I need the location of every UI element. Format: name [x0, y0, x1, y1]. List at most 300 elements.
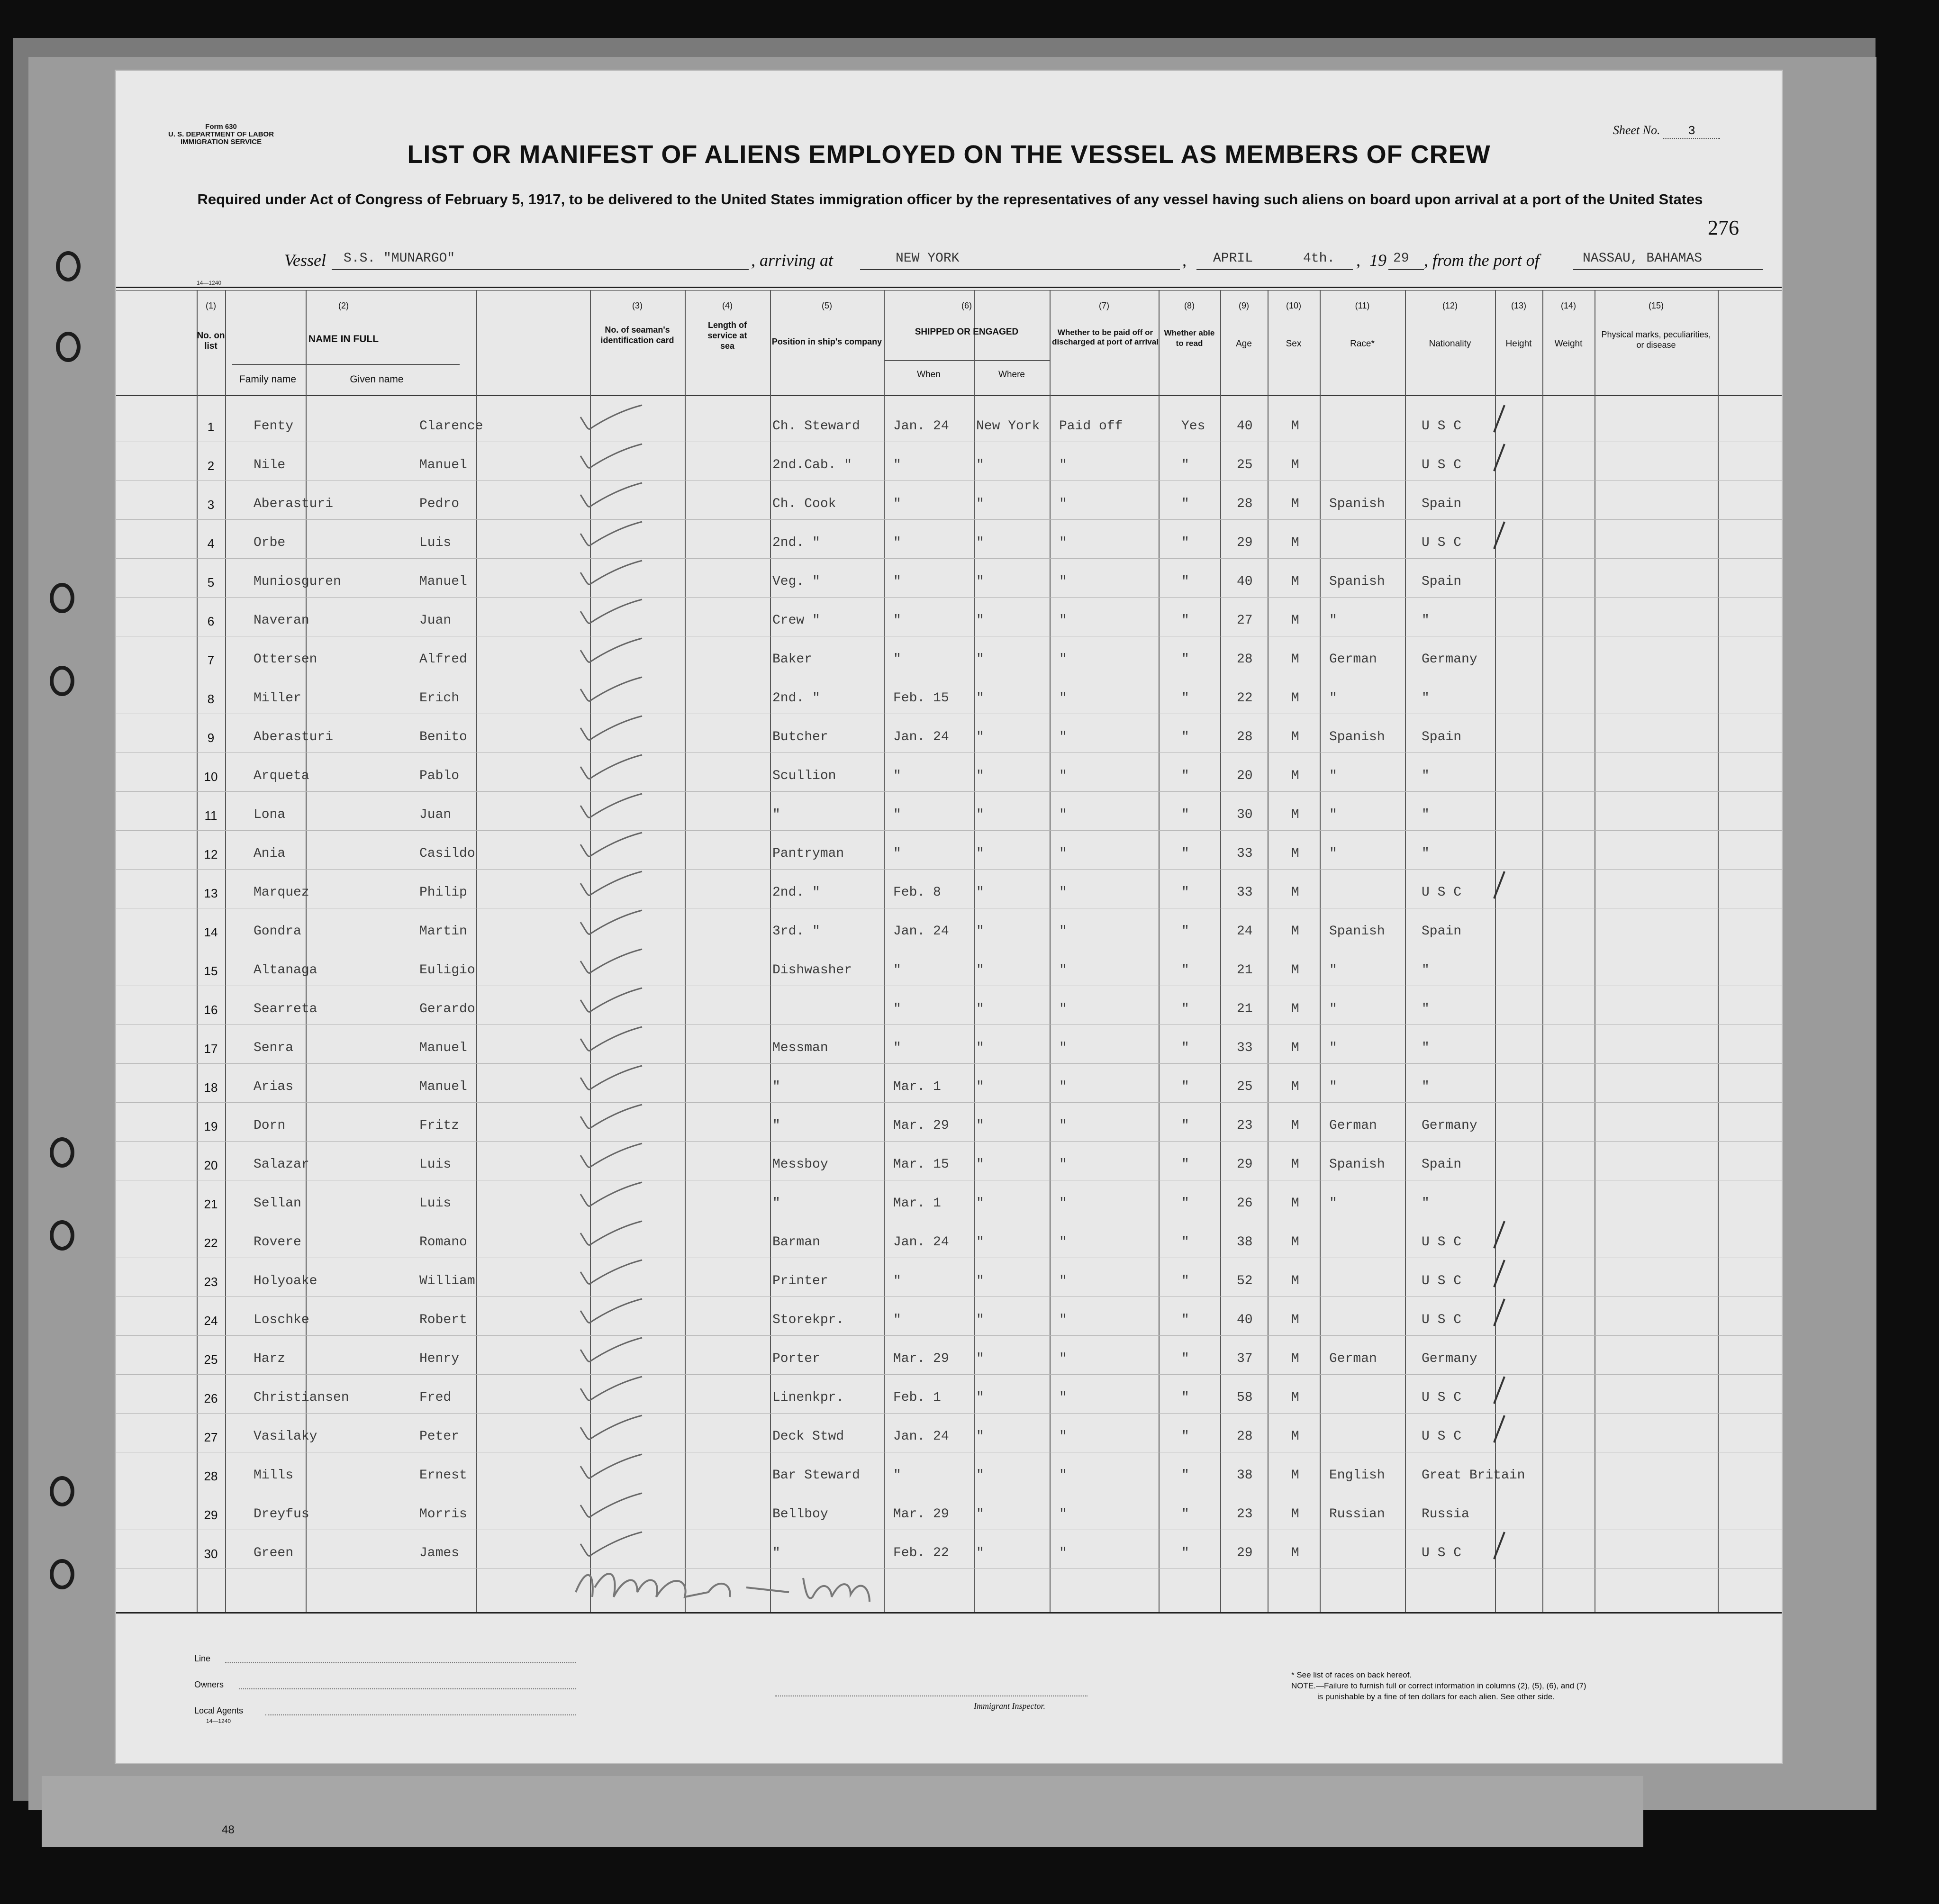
sex-cell: M — [1291, 497, 1299, 511]
sex-cell: M — [1291, 1002, 1299, 1016]
row-rule — [116, 1335, 1782, 1336]
race-cell: Spanish — [1329, 1157, 1385, 1172]
sex-cell: M — [1291, 652, 1299, 667]
family-name-cell: Ottersen — [254, 652, 317, 667]
given-name-cell: Luis — [419, 535, 452, 550]
sex-cell: M — [1291, 885, 1299, 900]
row-rule — [116, 597, 1782, 598]
family-name-cell: Nile — [254, 458, 286, 472]
paid-off-cell: " — [1059, 1157, 1067, 1172]
row-number: 29 — [204, 1508, 218, 1522]
col12-number: (12) — [1442, 301, 1458, 310]
shipped-where-cell: " — [976, 1313, 984, 1327]
shipped-when-cell: " — [893, 613, 901, 628]
row-rule — [116, 558, 1782, 559]
row-number: 18 — [204, 1080, 218, 1095]
vessel-label: Vessel — [284, 251, 326, 270]
page-subtitle: Required under Act of Congress of February 5, 1917, to be delivered to the United States immigration officer by the representatives of any vessel having such aliens on board upon arrival at a port of the United States — [197, 191, 1703, 208]
check-mark — [571, 869, 647, 902]
line-blank — [225, 1662, 576, 1663]
check-mark — [571, 1102, 647, 1135]
check-mark — [571, 1530, 647, 1563]
col3-header: No. of seaman's identification card — [600, 325, 674, 345]
able-to-read-cell: " — [1181, 535, 1189, 550]
form-code: 14—1240 — [197, 280, 222, 286]
column-divider — [197, 290, 198, 1612]
nationality-cell: Spain — [1422, 730, 1462, 744]
paid-off-cell: " — [1059, 613, 1067, 628]
shipped-where-cell: " — [976, 1429, 984, 1444]
check-mark — [571, 947, 647, 980]
able-to-read-cell: " — [1181, 730, 1189, 744]
shipped-where-cell: " — [976, 1468, 984, 1483]
check-mark — [571, 1063, 647, 1097]
shipped-where-cell: " — [976, 458, 984, 472]
shipped-when-cell: Feb. 8 — [893, 885, 941, 900]
position-cell: Linenkpr. — [772, 1390, 844, 1405]
shipped-where-cell: " — [976, 963, 984, 978]
able-to-read-cell: " — [1181, 691, 1189, 706]
owners-blank — [239, 1688, 576, 1689]
race-cell: Spanish — [1329, 924, 1385, 939]
from-port-underline — [1573, 269, 1763, 270]
age-cell: 28 — [1237, 730, 1253, 744]
check-mark — [571, 1413, 647, 1446]
sex-cell: M — [1291, 1196, 1299, 1211]
shipped-when-cell: Mar. 1 — [893, 1079, 941, 1094]
sex-cell: M — [1291, 1041, 1299, 1055]
family-name-cell: Vasilaky — [254, 1429, 317, 1444]
age-cell: 28 — [1237, 1429, 1253, 1444]
check-mark — [571, 791, 647, 825]
paid-off-cell: " — [1059, 1079, 1067, 1094]
col11-number: (11) — [1355, 301, 1370, 310]
shipped-when-cell: " — [893, 458, 901, 472]
shipped-when-cell: Jan. 24 — [893, 1429, 949, 1444]
family-name-cell: Aberasturi — [254, 730, 334, 744]
shipped-when-cell: " — [893, 846, 901, 861]
col4-number: (4) — [722, 301, 733, 310]
shipped-where-cell: " — [976, 1118, 984, 1133]
given-name-cell: Benito — [419, 730, 467, 744]
age-cell: 25 — [1237, 458, 1253, 472]
shipped-where-cell: " — [976, 846, 984, 861]
sex-cell: M — [1291, 613, 1299, 628]
column-divider — [1159, 290, 1160, 1612]
col9-number: (9) — [1239, 301, 1249, 310]
position-cell: 2nd. " — [772, 885, 820, 900]
paid-off-cell: " — [1059, 769, 1067, 783]
col8-header: Whether able to read — [1164, 328, 1215, 348]
able-to-read-cell: " — [1181, 1274, 1189, 1288]
nationality-cell: Spain — [1422, 574, 1462, 589]
able-to-read-cell: " — [1181, 458, 1189, 472]
nationality-cell: " — [1422, 807, 1430, 822]
races-note: * See list of races on back hereof. — [1291, 1670, 1412, 1679]
sex-cell: M — [1291, 535, 1299, 550]
row-number: 11 — [204, 808, 217, 823]
check-mark — [571, 519, 647, 553]
age-cell: 38 — [1237, 1235, 1253, 1250]
nationality-cell: " — [1422, 613, 1430, 628]
sheet-number-label: Sheet No. — [1613, 123, 1660, 137]
row-number: 5 — [207, 575, 215, 589]
column-divider — [476, 290, 477, 1612]
age-cell: 28 — [1237, 497, 1253, 511]
paid-off-cell: " — [1059, 963, 1067, 978]
family-name-cell: Harz — [254, 1351, 286, 1366]
nationality-cell: Great Britain — [1422, 1468, 1525, 1483]
sex-cell: M — [1291, 1468, 1299, 1483]
age-cell: 29 — [1237, 1157, 1253, 1172]
check-mark — [571, 1335, 647, 1369]
column-divider — [1268, 290, 1269, 1612]
shipped-where-cell: " — [976, 613, 984, 628]
given-name-cell: Alfred — [419, 652, 467, 667]
nationality-tick — [1490, 1297, 1509, 1330]
col5-number: (5) — [822, 301, 832, 310]
col12-header: Nationality — [1429, 339, 1471, 349]
position-cell: Storekpr. — [772, 1313, 844, 1327]
given-name-cell: Pedro — [419, 497, 460, 511]
check-mark — [571, 908, 647, 941]
family-name-cell: Dreyfus — [254, 1507, 309, 1522]
shipped-where-cell: " — [976, 574, 984, 589]
paid-off-cell: " — [1059, 1546, 1067, 1560]
nationality-cell: U S C — [1422, 458, 1462, 472]
year-prefix: 19 — [1369, 251, 1386, 270]
shipped-where-cell: " — [976, 1041, 984, 1055]
family-name-cell: Lona — [254, 807, 286, 822]
date-underline — [1196, 269, 1353, 270]
col6-subrule — [884, 360, 1050, 361]
able-to-read-cell: " — [1181, 1351, 1189, 1366]
paid-off-cell: " — [1059, 1002, 1067, 1016]
given-name-cell: Henry — [419, 1351, 460, 1366]
sex-cell: M — [1291, 419, 1299, 434]
family-name-cell: Loschke — [254, 1313, 309, 1327]
position-cell: Dishwasher — [772, 963, 852, 978]
from-port: NASSAU, BAHAMAS — [1583, 251, 1703, 266]
able-to-read-cell: " — [1181, 963, 1189, 978]
race-cell: " — [1329, 1041, 1337, 1055]
arriving-underline — [860, 269, 1180, 270]
family-name-cell: Searreta — [254, 1002, 317, 1016]
col10-header: Sex — [1286, 339, 1302, 349]
family-name-cell: Senra — [254, 1041, 294, 1055]
binder-ring — [50, 1476, 74, 1506]
family-name-cell: Arias — [254, 1079, 294, 1094]
sheet-number-field — [1613, 123, 1720, 139]
shipped-when-cell: " — [893, 574, 901, 589]
nationality-tick — [1490, 869, 1509, 902]
shipped-when-cell: Feb. 15 — [893, 691, 949, 706]
paid-off-cell: " — [1059, 885, 1067, 900]
paid-off-cell: " — [1059, 458, 1067, 472]
age-cell: 27 — [1237, 613, 1253, 628]
position-cell: Deck Stwd — [772, 1429, 844, 1444]
position-cell: " — [772, 1546, 780, 1560]
family-name-cell: Mills — [254, 1468, 294, 1483]
nationality-cell: " — [1422, 769, 1430, 783]
shipped-when-cell: " — [893, 652, 901, 667]
position-cell: Messboy — [772, 1157, 828, 1172]
given-name-cell: Luis — [419, 1196, 452, 1211]
row-number: 17 — [204, 1042, 218, 1056]
nationality-cell: Germany — [1422, 652, 1477, 667]
col13-number: (13) — [1511, 301, 1526, 310]
shipped-where-cell: " — [976, 807, 984, 822]
col2-subrule — [232, 364, 460, 365]
able-to-read-cell: " — [1181, 1390, 1189, 1405]
check-mark — [571, 558, 647, 591]
nationality-cell: " — [1422, 1002, 1430, 1016]
nationality-tick — [1490, 442, 1509, 475]
row-number: 28 — [204, 1469, 218, 1483]
page-title: LIST OR MANIFEST OF ALIENS EMPLOYED ON THE VESSEL AS MEMBERS OF CREW — [407, 140, 1491, 169]
shipped-when-cell: Feb. 22 — [893, 1546, 949, 1560]
check-mark — [571, 1141, 647, 1174]
family-name-cell: Holyoake — [254, 1274, 317, 1288]
row-number: 30 — [204, 1547, 218, 1561]
sex-cell: M — [1291, 1235, 1299, 1250]
shipped-where-cell: " — [976, 1196, 984, 1211]
col6-header: SHIPPED OR ENGAGED — [915, 327, 1019, 337]
family-name-cell: Christiansen — [254, 1390, 349, 1405]
able-to-read-cell: " — [1181, 1002, 1189, 1016]
shipped-when-cell: " — [893, 1468, 901, 1483]
inspector-label: Immigrant Inspector. — [974, 1701, 1045, 1711]
able-to-read-cell: " — [1181, 924, 1189, 939]
sex-cell: M — [1291, 1313, 1299, 1327]
sex-cell: M — [1291, 730, 1299, 744]
shipped-when-cell: " — [893, 1274, 901, 1288]
given-name-cell: Fred — [419, 1390, 452, 1405]
nationality-cell: U S C — [1422, 535, 1462, 550]
sex-cell: M — [1291, 1351, 1299, 1366]
sex-cell: M — [1291, 846, 1299, 861]
paid-off-cell: " — [1059, 1041, 1067, 1055]
shipped-when-cell: " — [893, 769, 901, 783]
col6-when-header: When — [917, 370, 941, 380]
check-mark — [571, 1258, 647, 1291]
paid-off-cell: " — [1059, 1313, 1067, 1327]
shipped-where-cell: " — [976, 691, 984, 706]
family-name-cell: Gondra — [254, 924, 301, 939]
family-name-cell: Miller — [254, 691, 301, 706]
age-cell: 37 — [1237, 1351, 1253, 1366]
col14-number: (14) — [1560, 301, 1576, 310]
check-mark — [571, 1025, 647, 1058]
family-name-cell: Altanaga — [254, 963, 317, 978]
shipped-when-cell: Mar. 1 — [893, 1196, 941, 1211]
binder-ring — [50, 1220, 74, 1251]
given-name-cell: Romano — [419, 1235, 467, 1250]
col1-number: (1) — [206, 301, 216, 310]
col13-header: Height — [1505, 339, 1532, 349]
row-number: 6 — [207, 614, 215, 628]
family-name-cell: Orbe — [254, 535, 286, 550]
position-cell: 3rd. " — [772, 924, 820, 939]
nationality-cell: Spain — [1422, 924, 1462, 939]
given-name-cell: Manuel — [419, 574, 467, 589]
family-name-cell: Fenty — [254, 419, 294, 434]
given-name-cell: Gerardo — [419, 1002, 475, 1016]
shipped-where-cell: " — [976, 1274, 984, 1288]
shipped-when-cell: Jan. 24 — [893, 419, 949, 434]
position-cell: Printer — [772, 1274, 828, 1288]
row-number: 12 — [204, 847, 218, 861]
sex-cell: M — [1291, 1079, 1299, 1094]
family-name-cell: Naveran — [254, 613, 309, 628]
table-header-rule — [116, 395, 1782, 396]
form-number: Form 630 — [205, 123, 237, 131]
year-underline — [1388, 269, 1424, 270]
age-cell: 23 — [1237, 1118, 1253, 1133]
paid-off-cell: " — [1059, 730, 1067, 744]
age-cell: 40 — [1237, 574, 1253, 589]
family-name-cell: Sellan — [254, 1196, 301, 1211]
sex-cell: M — [1291, 1390, 1299, 1405]
stack-stub-number: 48 — [222, 1823, 235, 1836]
age-cell: 20 — [1237, 769, 1253, 783]
paid-off-cell: " — [1059, 574, 1067, 589]
given-name-cell: Clarence — [419, 419, 483, 434]
race-cell: " — [1329, 846, 1337, 861]
able-to-read-cell: " — [1181, 1041, 1189, 1055]
sex-cell: M — [1291, 1157, 1299, 1172]
age-cell: 33 — [1237, 885, 1253, 900]
row-rule — [116, 1063, 1782, 1064]
col1-header: No. on list — [197, 331, 225, 351]
row-rule — [116, 1141, 1782, 1142]
vessel-name: S.S. "MUNARGO" — [344, 251, 455, 266]
able-to-read-cell: " — [1181, 807, 1189, 822]
shipped-when-cell: Mar. 29 — [893, 1118, 949, 1133]
col3-number: (3) — [632, 301, 643, 310]
shipped-where-cell: " — [976, 1351, 984, 1366]
race-cell: Spanish — [1329, 574, 1385, 589]
position-cell: Ch. Cook — [772, 497, 836, 511]
given-name-cell: Manuel — [419, 1079, 467, 1094]
nationality-cell: " — [1422, 1041, 1430, 1055]
age-cell: 30 — [1237, 807, 1253, 822]
age-cell: 22 — [1237, 691, 1253, 706]
able-to-read-cell: " — [1181, 1118, 1189, 1133]
given-name-cell: Juan — [419, 807, 452, 822]
penalty-note-cont: is punishable by a fine of ten dollars for each alien. See other side. — [1317, 1692, 1555, 1701]
able-to-read-cell: " — [1181, 1429, 1189, 1444]
column-divider — [306, 290, 307, 1612]
shipped-where-cell: New York — [976, 419, 1040, 434]
position-cell: Pantryman — [772, 846, 844, 861]
given-name-cell: Erich — [419, 691, 460, 706]
race-cell: German — [1329, 1118, 1377, 1133]
column-divider — [685, 290, 686, 1612]
check-mark — [571, 986, 647, 1019]
position-cell: Crew " — [772, 613, 820, 628]
owners-label: Owners — [194, 1680, 224, 1689]
family-name-cell: Ania — [254, 846, 286, 861]
age-cell: 33 — [1237, 846, 1253, 861]
given-name-cell: Peter — [419, 1429, 460, 1444]
nationality-tick — [1490, 519, 1509, 553]
shipped-when-cell: Mar. 29 — [893, 1507, 949, 1522]
shipped-where-cell: " — [976, 730, 984, 744]
able-to-read-cell: " — [1181, 574, 1189, 589]
binder-ring — [50, 583, 74, 613]
able-to-read-cell: " — [1181, 1507, 1189, 1522]
nationality-cell: Russia — [1422, 1507, 1469, 1522]
sex-cell: M — [1291, 769, 1299, 783]
paid-off-cell: " — [1059, 1118, 1067, 1133]
row-number: 9 — [207, 731, 215, 745]
nationality-tick — [1490, 403, 1509, 436]
given-name-cell: Morris — [419, 1507, 467, 1522]
sex-cell: M — [1291, 574, 1299, 589]
check-mark — [571, 597, 647, 630]
column-divider — [1405, 290, 1406, 1612]
given-name-cell: Ernest — [419, 1468, 467, 1483]
race-cell: German — [1329, 1351, 1377, 1366]
age-cell: 29 — [1237, 1546, 1253, 1560]
shipped-where-cell: " — [976, 769, 984, 783]
year-suffix: 29 — [1393, 251, 1409, 266]
service-name: IMMIGRATION SERVICE — [180, 138, 262, 146]
paid-off-cell: " — [1059, 535, 1067, 550]
column-divider — [974, 290, 975, 1612]
shipped-when-cell: " — [893, 1002, 901, 1016]
sex-cell: M — [1291, 1546, 1299, 1560]
sex-cell: M — [1291, 1118, 1299, 1133]
row-number: 16 — [204, 1003, 218, 1017]
check-mark — [571, 1297, 647, 1330]
col6-where-header: Where — [998, 370, 1025, 380]
position-cell: Bellboy — [772, 1507, 828, 1522]
col2-given-header: Given name — [350, 374, 404, 385]
row-number: 15 — [204, 964, 218, 978]
column-divider — [1320, 290, 1321, 1612]
row-number: 25 — [204, 1352, 218, 1367]
position-cell: " — [772, 1196, 780, 1211]
row-number: 14 — [204, 925, 218, 939]
able-to-read-cell: " — [1181, 1235, 1189, 1250]
row-number: 13 — [204, 886, 218, 900]
local-agents-blank — [265, 1714, 576, 1715]
race-cell: " — [1329, 807, 1337, 822]
row-number: 2 — [207, 459, 215, 473]
age-cell: 26 — [1237, 1196, 1253, 1211]
binder-ring — [50, 666, 74, 696]
shipped-where-cell: " — [976, 1079, 984, 1094]
able-to-read-cell: Yes — [1181, 419, 1205, 434]
sex-cell: M — [1291, 807, 1299, 822]
given-name-cell: Robert — [419, 1313, 467, 1327]
paid-off-cell: " — [1059, 1235, 1067, 1250]
able-to-read-cell: " — [1181, 1468, 1189, 1483]
row-number: 23 — [204, 1275, 218, 1289]
col6-number: (6) — [961, 301, 972, 310]
row-rule — [116, 1413, 1782, 1414]
nationality-cell: Spain — [1422, 497, 1462, 511]
check-mark — [571, 1491, 647, 1524]
col8-number: (8) — [1184, 301, 1195, 310]
check-mark — [571, 714, 647, 747]
column-divider — [225, 290, 226, 1612]
position-cell: 2nd. " — [772, 535, 820, 550]
local-agents-label: Local Agents — [194, 1706, 244, 1715]
col10-number: (10) — [1286, 301, 1301, 310]
